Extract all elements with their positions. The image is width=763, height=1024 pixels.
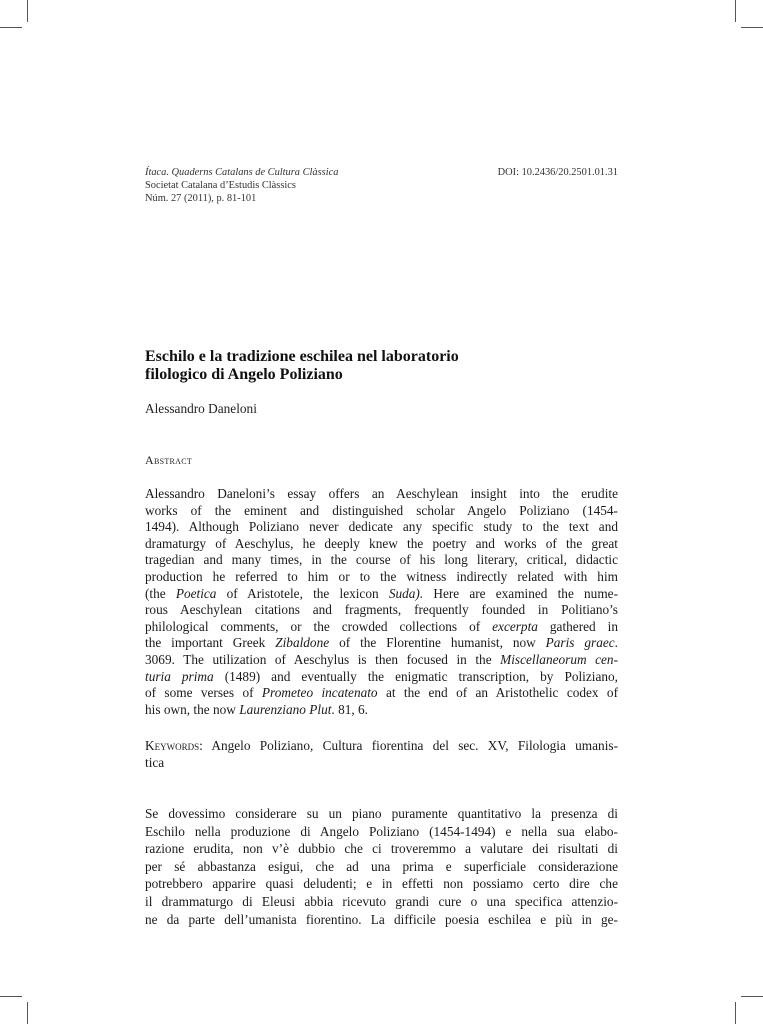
- body-line: potrebbero apparire quasi deludenti; e in effetti non possiamo certo dire che: [145, 876, 618, 892]
- body-line: Eschilo nella produzione di Angelo Poliziano (1454-1494) e nella sua elabo-: [145, 823, 618, 839]
- abstract-line: (the Poetica of Aristotele, the lexicon Suda). Here are examined the nume-: [145, 585, 618, 601]
- keywords-line: Keywords: Angelo Poliziano, Cultura fiorentina del sec. XV, Filologia umanis-: [145, 738, 618, 753]
- abstract-text: [145, 486, 618, 718]
- abstract-line: turia prima (1489) and eventually the enigmatic transcription, by Poliziano,: [145, 668, 618, 684]
- crop-mark-bottom-left-h: [0, 996, 22, 997]
- keywords-line: tica: [145, 754, 165, 770]
- crop-mark-top-right-h: [741, 27, 763, 28]
- crop-mark-top-left: [27, 0, 28, 22]
- running-header: [145, 166, 618, 205]
- abstract-line: Alessandro Daneloni’s essay offers an Aeschylean insight into the erudite: [145, 486, 618, 501]
- crop-mark-top-right: [735, 0, 736, 22]
- article-title: [145, 348, 625, 383]
- author-name: Alessandro Daneloni: [145, 401, 257, 416]
- body-line: il drammaturgo di Eleusi abbia ricevuto grandi cure o una specifica attenzio-: [145, 893, 618, 909]
- title-line: filologico di Angelo Poliziano: [145, 365, 343, 383]
- crop-mark-bottom-right-h: [741, 996, 763, 997]
- title-line: Eschilo e la tradizione eschilea nel laboratorio: [145, 348, 459, 365]
- abstract-line: rous Aeschylean citations and fragments, frequently founded in Politiano’s: [145, 602, 618, 618]
- abstract-heading: Abstract: [145, 453, 193, 467]
- society-name: Societat Catalana d’Estudis Clàssics: [145, 180, 296, 191]
- body-line: ne da parte dell’umanista fiorentino. La difficile poesia eschilea e più in ge-: [145, 911, 618, 927]
- abstract-line: dramaturgy of Aeschylus, he deeply knew the poetry and works of the great: [145, 535, 618, 551]
- issue-info: Núm. 27 (2011), p. 81-101: [145, 193, 257, 204]
- journal-name: Ítaca. Quaderns Catalans de Cultura Clàssica: [145, 167, 339, 178]
- body-line: per sé abbastanza esigui, che ad una prima e superficiale considerazione: [145, 858, 618, 874]
- doi: DOI: 10.2436/20.2501.01.31: [497, 167, 618, 178]
- keywords-label: Keywords:: [145, 738, 203, 753]
- abstract-line: production he referred to him or to the witness indirectly related with him: [145, 568, 618, 584]
- body-paragraph: [145, 805, 618, 928]
- crop-mark-top-left-h: [0, 27, 22, 28]
- abstract-line: 3069. The utilization of Aeschylus is then focused in the Miscellaneorum cen-: [145, 651, 618, 667]
- crop-mark-bottom-right: [735, 1002, 736, 1024]
- abstract-line: of some verses of Prometeo incatenato at the end of an Aristothelic codex of: [145, 685, 619, 701]
- abstract-line: his own, the now Laurenziano Plut. 81, 6.: [145, 701, 368, 717]
- body-line: Se dovessimo considerare su un piano puramente quantitativo la presenza di: [145, 806, 618, 821]
- abstract-line: philological comments, or the crowded collections of excerpta gathered in: [145, 618, 618, 634]
- abstract-line: 1494). Although Poliziano never dedicate any specific study to the text and: [145, 519, 618, 535]
- abstract-line: tragedian and many times, in the course of his long literary, critical, didactic: [145, 552, 618, 568]
- abstract-line: works of the eminent and distinguished scholar Angelo Poliziano (1454-: [145, 502, 618, 518]
- keywords: [145, 738, 618, 771]
- abstract-line: the important Greek Zibaldone of the Florentine humanist, now Paris graec.: [145, 635, 618, 651]
- body-line: razione erudita, non v’è dubbio che ci troveremmo a valutare dei risultati di: [145, 841, 618, 857]
- crop-mark-bottom-left: [27, 1002, 28, 1024]
